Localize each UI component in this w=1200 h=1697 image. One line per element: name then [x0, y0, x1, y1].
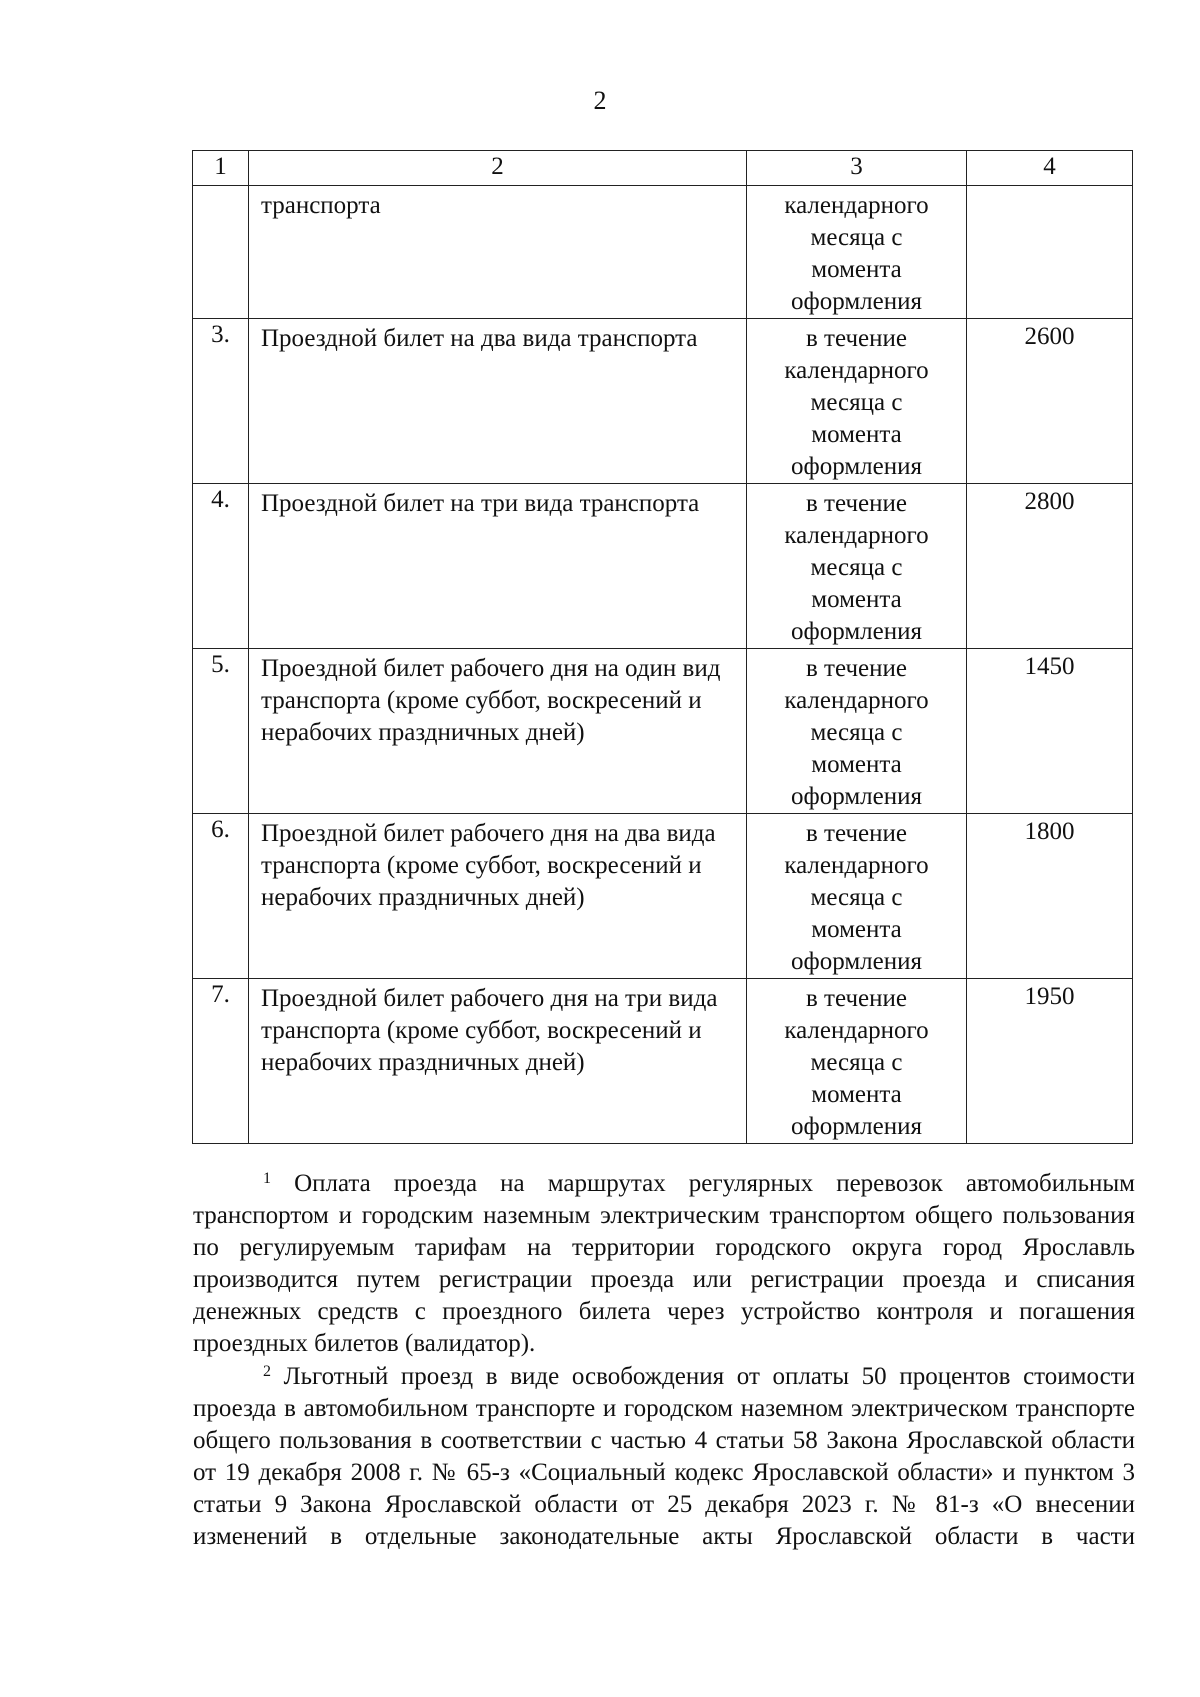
period-line: месяца с [810, 884, 903, 911]
table-header-row [193, 151, 1133, 186]
cell-number [193, 186, 249, 319]
period-line: оформления [791, 453, 922, 480]
table-row [193, 484, 1133, 649]
tariff-table [192, 150, 1133, 1144]
cell-number: 6. [193, 814, 249, 979]
cell-price: 2800 [967, 484, 1133, 649]
period-line: календарного [784, 852, 929, 879]
period-line: оформления [791, 288, 922, 315]
period-line: месяца с [810, 719, 903, 746]
period-line: календарного [784, 687, 929, 714]
footnote-mark: 1 [263, 1170, 271, 1187]
footnote-1 [193, 1168, 1135, 1360]
period-line: месяца с [810, 554, 903, 581]
footnote-text: Льготный проезд в виде освобождения от оплаты 50 процентов стоимости проезда в автомобильном транспорте и городском наземном электрическом транспорте общего пользования в соответствии с частью 4 статьи 58 Закона Ярославской области от 19 декабря 2008 г. № 65-з «Социальный кодекс Ярославской области» и пунктом 3 статьи 9 Закона Ярославской области от 25 декабря 2023 г. № 81-з «О внесении изменений в отдельные законодательные акты Ярославской области в части [193, 1363, 1135, 1550]
table-row [193, 649, 1133, 814]
tariff-table-container [192, 150, 1132, 1144]
cell-ticket-name: транспорта [249, 186, 747, 319]
period-line: момента [811, 751, 902, 778]
period-line: в течение [806, 655, 907, 682]
header-cell: 2 [249, 151, 747, 186]
period-line: оформления [791, 783, 922, 810]
footnote-mark: 2 [263, 1363, 271, 1380]
period-line: календарного [784, 522, 929, 549]
period-line: оформления [791, 948, 922, 975]
period-line: месяца с [810, 389, 903, 416]
cell-validity-period [747, 979, 967, 1144]
period-line: в течение [806, 490, 907, 517]
period-line: момента [811, 586, 902, 613]
period-line: календарного [784, 357, 929, 384]
period-line: в течение [806, 985, 907, 1012]
period-line: в течение [806, 820, 907, 847]
cell-price [967, 186, 1133, 319]
cell-price: 1800 [967, 814, 1133, 979]
period-line: оформления [791, 618, 922, 645]
cell-ticket-name: Проездной билет рабочего дня на три вида транспорта (кроме суббот, воскресений и нерабочих праздничных дней) [249, 979, 747, 1144]
cell-price: 2600 [967, 319, 1133, 484]
cell-validity-period [747, 319, 967, 484]
cell-number: 5. [193, 649, 249, 814]
header-cell: 3 [747, 151, 967, 186]
cell-number: 4. [193, 484, 249, 649]
cell-number: 7. [193, 979, 249, 1144]
period-line: оформления [791, 1113, 922, 1140]
period-line: момента [811, 916, 902, 943]
period-line: момента [811, 1081, 902, 1108]
cell-validity-period [747, 484, 967, 649]
cell-price: 1450 [967, 649, 1133, 814]
period-line: в течение [806, 325, 907, 352]
page-number: 2 [593, 86, 607, 115]
period-line: календарного [784, 192, 929, 219]
cell-price: 1950 [967, 979, 1133, 1144]
cell-ticket-name: Проездной билет рабочего дня на один вид транспорта (кроме суббот, воскресений и нерабочих праздничных дней) [249, 649, 747, 814]
period-line: календарного [784, 1017, 929, 1044]
table-row-continuation [193, 186, 1133, 319]
header-cell: 1 [193, 151, 249, 186]
cell-ticket-name: Проездной билет на три вида транспорта [249, 484, 747, 649]
footnotes [193, 1168, 1135, 1553]
period-line: момента [811, 256, 902, 283]
table-row [193, 814, 1133, 979]
cell-ticket-name: Проездной билет на два вида транспорта [249, 319, 747, 484]
table-row [193, 979, 1133, 1144]
cell-number: 3. [193, 319, 249, 484]
period-line: месяца с [810, 1049, 903, 1076]
footnote-text: Оплата проезда на маршрутах регулярных перевозок автомобильным транспортом и городским наземным электрическим транспортом общего пользования по регулируемым тарифам на территории городского округа город Ярославль производится путем регистрации проезда или регистрации проезда и списания денежных средств с проездного билета через устройство контроля и погашения проездных билетов (валидатор). [193, 1170, 1136, 1357]
cell-ticket-name: Проездной билет рабочего дня на два вида транспорта (кроме суббот, воскресений и нерабочих праздничных дней) [249, 814, 747, 979]
cell-validity-period [747, 814, 967, 979]
table-row [193, 319, 1133, 484]
footnote-2 [193, 1361, 1135, 1553]
cell-validity-period [747, 186, 967, 319]
cell-validity-period [747, 649, 967, 814]
header-cell: 4 [967, 151, 1133, 186]
period-line: месяца с [810, 224, 903, 251]
period-line: момента [811, 421, 902, 448]
